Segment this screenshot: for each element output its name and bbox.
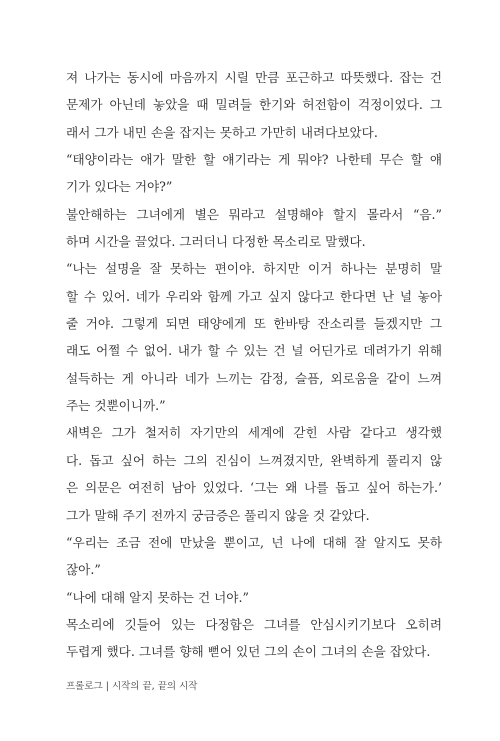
text-line: 할 수 있어. 네가 우리와 함께 가고 싶지 않다고 한다면 난 널 놓아 bbox=[66, 288, 442, 304]
text-line: 다. 돕고 싶어 하는 그의 진심이 느껴졌지만, 완벽하게 풀리지 않 bbox=[66, 452, 442, 468]
text-line: 래서 그가 내민 손을 잡지는 못하고 가만히 내려다보았다. bbox=[66, 124, 378, 140]
text-line: 주는 것뿐이니까.” bbox=[66, 398, 166, 414]
text-line: 목소리에 깃들어 있는 다정함은 그녀를 안심시키기보다 오히려 bbox=[66, 616, 442, 632]
text-line: 새벽은 그가 철저히 자기만의 세계에 갇힌 사람 같다고 생각했 bbox=[66, 425, 442, 441]
text-line: 그가 말해 주기 전까지 궁금증은 풀리지 않을 것 같았다. bbox=[66, 507, 370, 523]
text-line: 기가 있다는 거야?” bbox=[66, 179, 173, 195]
text-line: 두렵게 했다. 그녀를 향해 뻗어 있던 그의 손이 그녀의 손을 잡았다. bbox=[66, 644, 431, 660]
running-footer: 프롤로그 | 시작의 끝, 끝의 시작 bbox=[66, 681, 198, 692]
text-line: “나는 설명을 잘 못하는 편이야. 하지만 이거 하나는 분명히 말 bbox=[66, 261, 442, 277]
text-line: 져 나가는 동시에 마음까지 시릴 만큼 포근하고 따뜻했다. 잡는 건 bbox=[66, 70, 442, 85]
text-line: 은 의문은 여전히 남아 있었다. ‘그는 왜 나를 돕고 싶어 하는가.’ bbox=[66, 480, 442, 496]
text-line: 문제가 아닌데 놓았을 때 밀려들 한기와 허전함이 걱정이었다. 그 bbox=[66, 97, 442, 113]
text-line: 설득하는 게 아니라 네가 느끼는 감정, 슬픔, 외로움을 같이 느껴 bbox=[66, 370, 442, 386]
text-line: 잖아.” bbox=[66, 562, 101, 578]
text-line: “태양이라는 애가 말한 할 얘기라는 게 뭐야? 나한테 무슨 할 얘 bbox=[66, 152, 442, 168]
text-line: 줄 거야. 그렇게 되면 태양에게 또 한바탕 잔소리를 들겠지만 그 bbox=[66, 316, 442, 332]
text-line: “나에 대해 알지 못하는 건 너야.” bbox=[66, 589, 249, 605]
text-line: “우리는 조금 전에 만났을 뿐이고, 넌 나에 대해 잘 알지도 못하 bbox=[66, 534, 442, 550]
text-line: 래도 어쩔 수 없어. 내가 할 수 있는 건 널 어딘가로 데려가기 위해 bbox=[66, 343, 442, 359]
text-line: 하며 시간을 끌었다. 그러더니 다정한 목소리로 말했다. bbox=[66, 234, 366, 250]
text-line: 불안해하는 그녀에게 별은 뭐라고 설명해야 할지 몰라서 “음.” bbox=[66, 206, 442, 222]
body-text bbox=[66, 64, 442, 666]
